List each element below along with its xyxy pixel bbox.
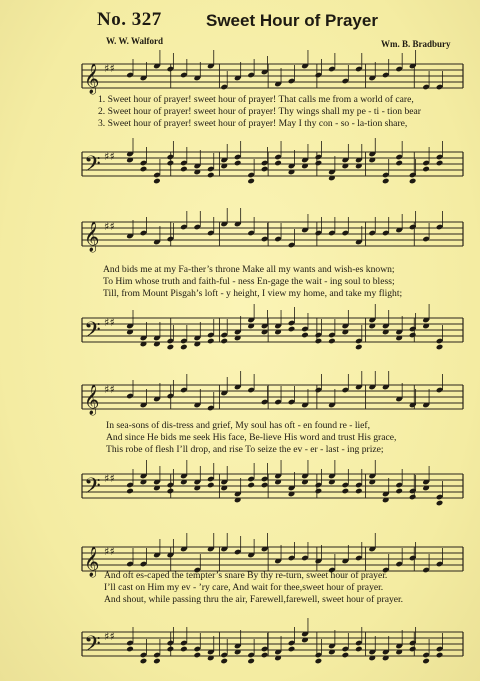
notes (126, 304, 443, 350)
key-signature-icon: ♯♯ (104, 630, 115, 643)
author-credit: W. W. Walford (106, 36, 164, 46)
bass-staff (0, 146, 480, 180)
staff-lines (82, 318, 463, 342)
lyrics-block (98, 94, 421, 130)
notes (126, 618, 443, 664)
bass-staff (0, 312, 480, 346)
staff-lines (82, 632, 463, 656)
lyric-line: And bids me at my Fa-ther’s throne Make all my wants and wish-es known; (103, 264, 395, 275)
lyric-line: 3. Sweet hour of prayer! sweet hour of prayer! May I thy con - so - la-tion share, (98, 118, 408, 129)
lyric-line: 2. Sweet hour of prayer! sweet hour of prayer! Thy wings shall my pe - ti - tion bear (98, 106, 421, 117)
notes (126, 460, 443, 506)
hymn-title: Sweet Hour of Prayer (206, 11, 378, 30)
notes (126, 138, 443, 184)
key-signature-icon: ♯♯ (104, 545, 115, 558)
staff-lines (82, 385, 463, 409)
lyric-line: And since He bids me seek His face, Be-lieve His word and trust His grace, (106, 432, 397, 443)
lyric-line: 1. Sweet hour of prayer! sweet hour of prayer! That calls me from a world of care, (98, 94, 414, 105)
lyrics-block (106, 420, 396, 456)
lyric-line: I’ll cast on Him my ev - ’ry care, And wait for thee,sweet hour of prayer. (104, 582, 384, 593)
lyric-line: And shout, while passing thru the air, Farewell,farewell, sweet hour of prayer. (104, 594, 404, 605)
composer-credit: Wm. B. Bradbury (381, 39, 451, 49)
key-signature-icon: ♯♯ (104, 150, 115, 163)
bass-clef-icon: 𝄢 (84, 318, 101, 348)
lyric-line: In sea-sons of dis-tress and grief, My soul has oft - en found re - lief, (106, 420, 371, 431)
lyric-line: And oft es-caped the tempter’s snare By thy re-turn, sweet hour of prayer. (104, 570, 388, 581)
staff-lines (82, 64, 463, 88)
hymn-number: No. 327 (97, 9, 162, 30)
lyric-line: Till, from Mount Pisgah’s loft - y height, I view my home, and take my flight; (103, 288, 403, 299)
lyric-line: To Him whose truth and faith-ful - ness En-gage the wait - ing soul to bless; (103, 276, 395, 287)
key-signature-icon: ♯♯ (104, 472, 115, 485)
bass-clef-icon: 𝄢 (84, 152, 101, 182)
key-signature-icon: ♯♯ (104, 62, 115, 75)
bass-clef-icon: 𝄢 (84, 632, 101, 662)
lyrics-block (103, 264, 402, 300)
treble-staff (0, 58, 480, 92)
bass-clef-icon: 𝄢 (84, 474, 101, 504)
treble-clef-icon: 𝄞 (84, 547, 100, 577)
lyrics-block (104, 570, 403, 606)
lyric-line: This robe of flesh I’ll drop, and rise To seize the ev - er - last - ing prize; (106, 444, 384, 455)
treble-clef-icon: 𝄞 (84, 385, 100, 415)
treble-clef-icon: 𝄞 (84, 64, 100, 94)
treble-staff (0, 216, 480, 250)
key-signature-icon: ♯♯ (104, 316, 115, 329)
key-signature-icon: ♯♯ (104, 220, 115, 233)
staff-lines (82, 222, 463, 246)
staff-lines (82, 152, 463, 176)
treble-staff (0, 379, 480, 413)
bass-staff (0, 626, 480, 660)
treble-clef-icon: 𝄞 (84, 222, 100, 252)
key-signature-icon: ♯♯ (104, 383, 115, 396)
staff-lines (82, 547, 463, 571)
staff-lines (82, 474, 463, 498)
bass-staff (0, 468, 480, 502)
